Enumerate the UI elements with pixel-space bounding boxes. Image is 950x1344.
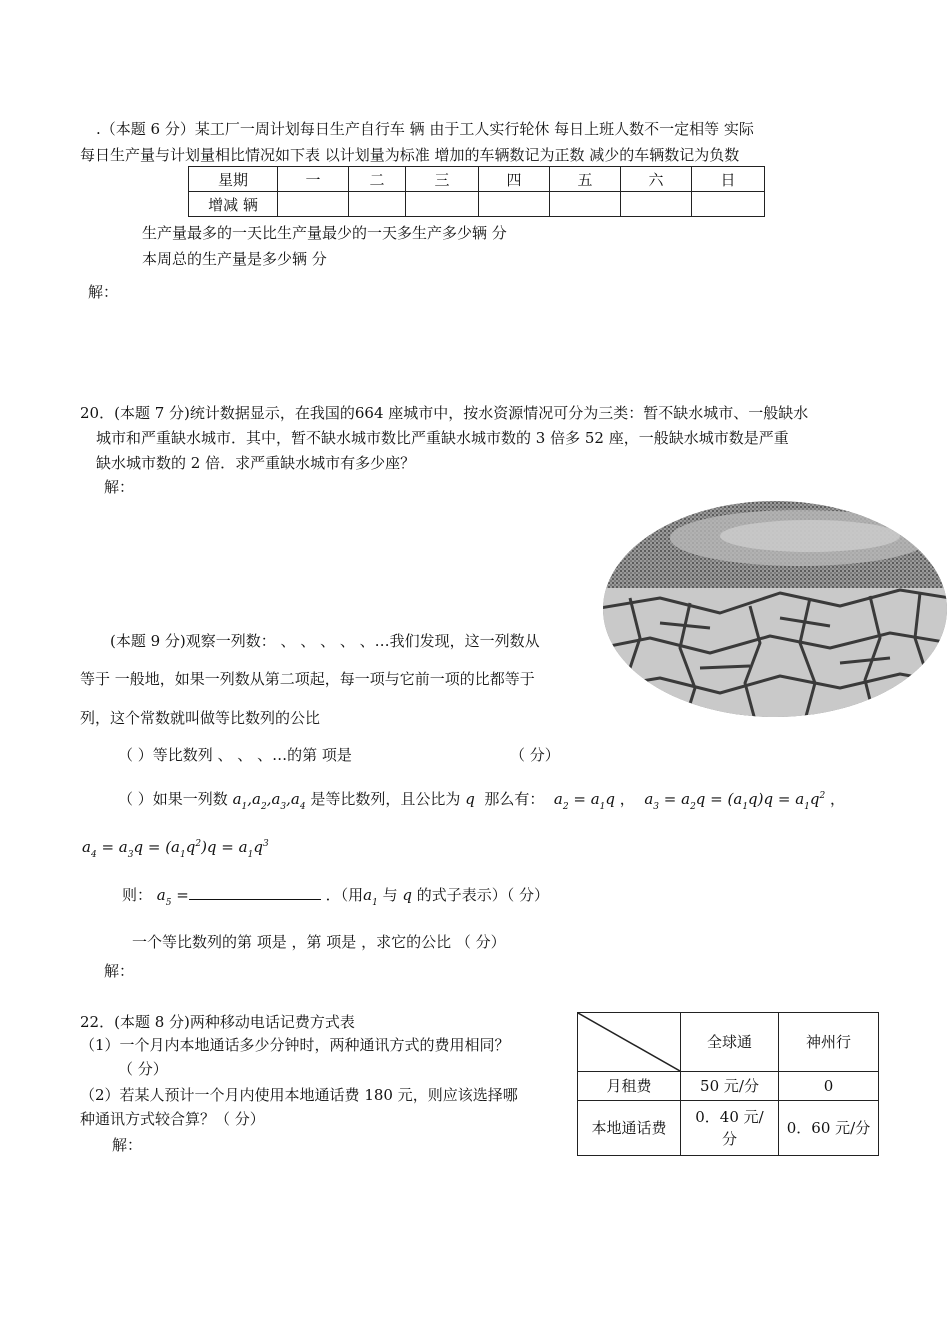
table-header-cell: 全球通 [681, 1013, 779, 1072]
table-cell [692, 192, 765, 217]
table-row [189, 167, 765, 192]
q21-line3: 列，这个常数就叫做等比数列的公比 [80, 709, 321, 727]
table-cell: 50 元/分 [681, 1072, 779, 1101]
q21-part2-then: 那么有： [484, 790, 545, 808]
table-header-cell: 一 [278, 167, 349, 192]
table-cell [278, 192, 349, 217]
table-row-label: 增减 辆 [189, 192, 278, 217]
table-cell [479, 192, 550, 217]
table-cell: 0 [779, 1072, 879, 1101]
diagonal-line [578, 1013, 680, 1071]
q22-answer-label: 解： [112, 1136, 143, 1154]
table-row [578, 1101, 879, 1156]
q21-answer-label: 解： [104, 962, 135, 980]
q19-part2: 本周总的生产量是多少辆 分 [142, 250, 327, 268]
q20-answer-label: 解： [104, 478, 135, 496]
table-header-cell: 神州行 [779, 1013, 879, 1072]
q22-table [577, 1012, 879, 1156]
q19-part1: 生产量最多的一天比生产量最少的一天多生产多少辆 分 [142, 224, 507, 242]
q21-part3: 一个等比数列的第 项是 ，第 项是 ，求它的公比 （ 分） [132, 933, 506, 951]
q21-line2: 等于 一般地，如果一列数从第二项起，每一项与它前一项的比都等于 [80, 670, 535, 688]
formula-q: q [402, 886, 412, 904]
q22-part1-line1: （1）一个月内本地通话多少分钟时，两种通讯方式的费用相同？ [80, 1036, 510, 1054]
q19-table [188, 166, 765, 217]
table-header-cell: 日 [692, 167, 765, 192]
q21-line1: (本题 9 分)观察一列数： 、 、 、 、 、…我们发现，这一列数从 [110, 632, 540, 650]
ratio-q: q [465, 790, 475, 808]
formula-a1: $a_1$ [363, 886, 378, 908]
q20-line2: 城市和严重缺水城市．其中，暂不缺水城市数比严重缺水城市数的 3 倍多 52 座，一般缺水城市数是严重 [96, 429, 789, 447]
formula-a4: $a_4 = a_3q = (a_1q^2)q = a_1q^3$ [82, 838, 269, 860]
q19-line2: 每日生产量与计划量相比情况如下表 以计划量为标准 增加的车辆数记为正数 减少的车辆数记为负数 [80, 146, 740, 164]
q20-line1: 20．(本题 7 分)统计数据显示，在我国的664 座城市中，按水资源情况可分为三类：暂不缺水城市、一般缺水 [80, 404, 809, 422]
cracked-earth-image [600, 498, 950, 720]
formula-a2: $a_2 = a_1q$ [549, 790, 615, 812]
q21-part1-score: （ 分） [510, 746, 560, 764]
formula-a3: $a_3 = a_2q = (a_1q)q = a_1q^2$ [639, 790, 826, 812]
table-header-cell: 二 [349, 167, 406, 192]
q22-part2-line1: （2）若某人预计一个月内使用本地通话费 180 元，则应该选择哪 [80, 1086, 518, 1104]
q21-part2-prefix: （ ）如果一列数 [118, 790, 228, 808]
table-header-cell: 四 [479, 167, 550, 192]
table-cell [349, 192, 406, 217]
q21-part2-mid: 是等比数列，且公比为 [310, 790, 461, 808]
q19-answer-label: 解： [88, 283, 119, 301]
table-cell [621, 192, 692, 217]
diagonal-header-cell [578, 1013, 681, 1072]
q21-then-line: 则： $a_5$ = ．（用$a_1$ 与 q 的式子表示）（ 分） [122, 886, 550, 908]
then-label: 则： [122, 886, 153, 904]
then-end: 的式子表示）（ 分） [416, 886, 550, 904]
table-header-cell: 五 [550, 167, 621, 192]
then-suffix: ．（用 [325, 886, 364, 904]
table-header-cell: 三 [406, 167, 479, 192]
q22-part1-line2: （ 分） [118, 1060, 168, 1078]
table-row [578, 1072, 879, 1101]
table-row-label: 月租费 [578, 1072, 681, 1101]
q21-part2: （ ）如果一列数 $a_1,a_2,a_3,a_4$ 是等比数列，且公比为 q 那么有： $a_2 = a_1q$ ， $a_3 = a_2q = (a_1q)q = a_1q^2$ ， [118, 790, 846, 812]
table-row [189, 192, 765, 217]
table-header-cell: 六 [621, 167, 692, 192]
answer-blank[interactable] [189, 885, 321, 900]
then-and: 与 [382, 886, 398, 904]
formula-a5: $a_5$ [156, 886, 172, 908]
q22-title: 22．(本题 8 分)两种移动电话记费方式表 [80, 1013, 355, 1031]
q21-part1: （ ）等比数列 、 、 、…的第 项是 [118, 746, 352, 764]
q22-part2-line2: 种通讯方式较合算？（ 分） [80, 1110, 265, 1128]
table-cell [681, 1101, 779, 1156]
sequence-formula: $a_1,a_2,a_3,a_4$ [232, 790, 306, 812]
table-cell [406, 192, 479, 217]
table-cell: 0．60 元/分 [779, 1101, 879, 1156]
table-cell-text: 分 [721, 1130, 737, 1148]
q19-line1: .（本题 6 分）某工厂一周计划每日生产自行车 辆 由于工人实行轮休 每日上班人数不一定相等 实际 [96, 120, 754, 138]
table-header-cell: 星期 [189, 167, 278, 192]
table-cell [550, 192, 621, 217]
table-row-label: 本地通话费 [578, 1101, 681, 1156]
table-row [578, 1013, 879, 1072]
table-cell-text: 0．40 元/ [695, 1108, 764, 1126]
q20-line3: 缺水城市数的 2 倍．求严重缺水城市有多少座？ [96, 454, 416, 472]
